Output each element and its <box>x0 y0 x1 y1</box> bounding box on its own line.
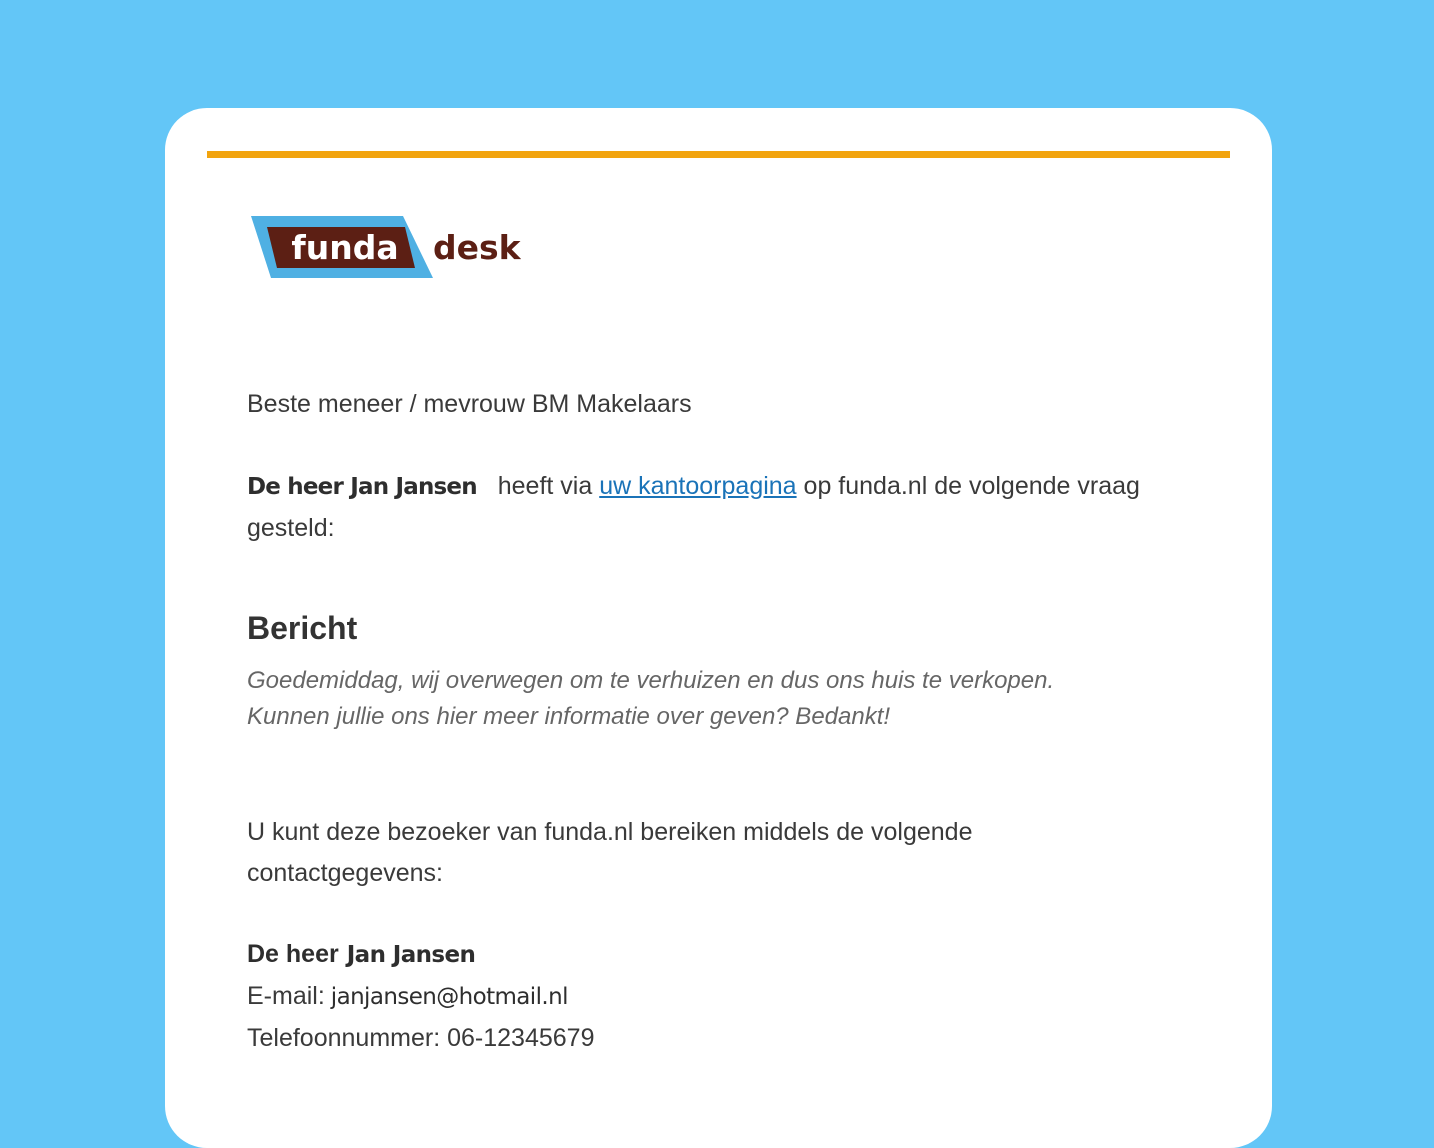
accent-bar <box>207 151 1230 158</box>
phone-label: Telefoonnummer: <box>247 1024 441 1052</box>
contact-name-line <box>247 934 594 976</box>
reach-text: U kunt deze bezoeker van funda.nl bereiken middels de volgende contactgegevens: <box>247 818 973 887</box>
logo-product-text: desk <box>433 228 521 267</box>
intro-text-after-link: op funda.nl de volgende vraag gesteld: <box>247 472 1140 542</box>
intro-paragraph <box>247 466 1147 549</box>
greeting: Beste meneer / mevrouw BM Makelaars <box>247 390 692 418</box>
contact-salutation: De heer <box>247 940 339 968</box>
contact-phone-line <box>247 1018 594 1059</box>
email-label: E-mail: <box>247 982 325 1010</box>
phone-value[interactable]: 06-12345679 <box>447 1024 595 1052</box>
contact-details <box>247 934 594 1059</box>
section-title: Bericht <box>247 610 358 646</box>
intro-text-before-link: heeft via <box>497 472 593 500</box>
email-card <box>165 108 1272 1148</box>
message-text: Goedemiddag, wij overwegen om te verhuizen en dus ons huis te verkopen. Kunnen jullie ons hier meer informatie over geven? Bedankt! <box>247 667 1055 730</box>
office-page-link[interactable]: uw kantoorpagina <box>599 472 797 500</box>
logo-brand-text: funda <box>291 228 399 267</box>
contact-name: Jan Jansen <box>346 942 476 968</box>
sender-name: De heer Jan Jansen <box>247 474 477 500</box>
email-value[interactable]: janjansen@hotmail.nl <box>330 984 568 1010</box>
funda-desk-logo <box>251 214 521 280</box>
contact-email-line <box>247 976 594 1018</box>
